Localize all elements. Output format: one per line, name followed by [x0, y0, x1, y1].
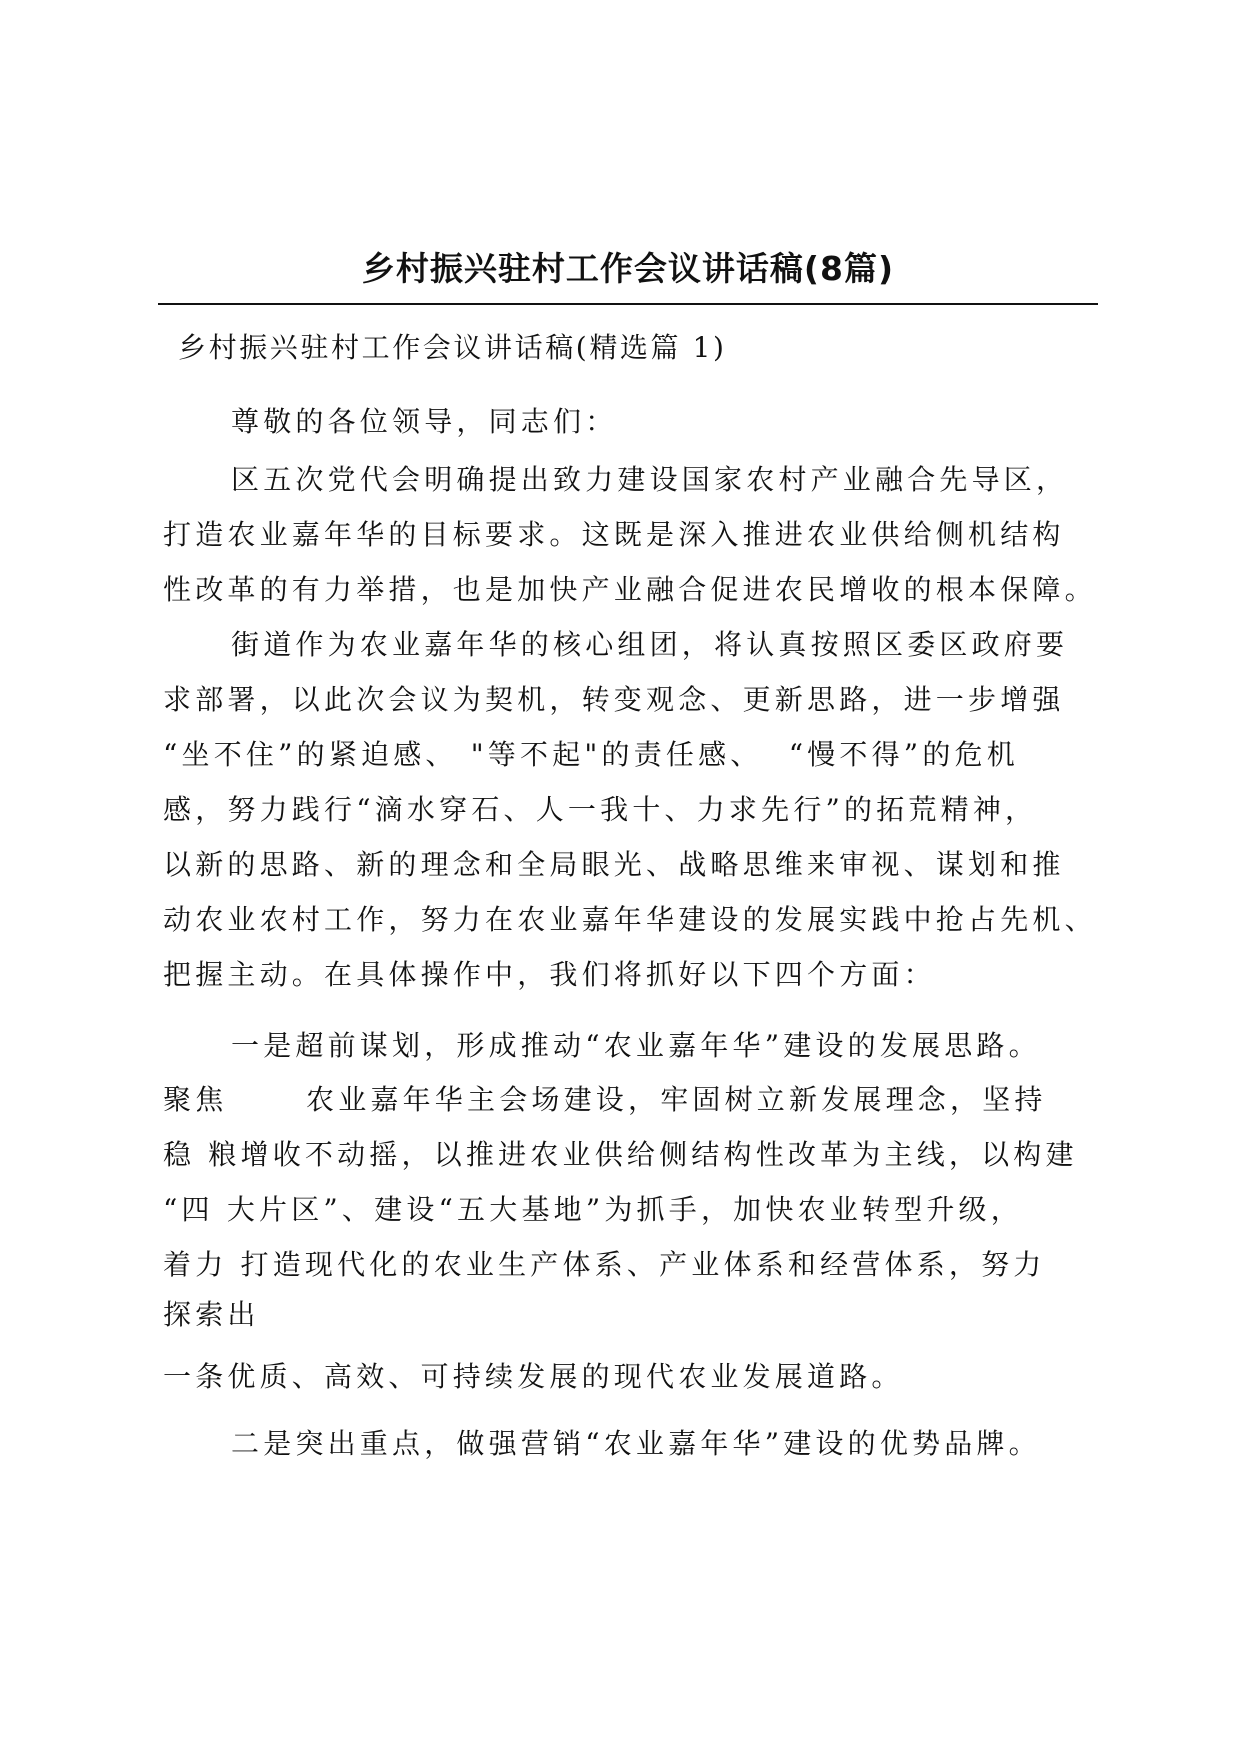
- paragraph-line: 一是超前谋划，形成推动“农业嘉年华”建设的发展思路。: [231, 1029, 1041, 1062]
- paragraph-line: 街道作为农业嘉年华的核心组团，将认真按照区委区政府要: [231, 628, 1069, 661]
- paragraph-line: 一条优质、高效、可持续发展的现代农业发展道路。: [163, 1360, 904, 1393]
- paragraph-line: 求部署，以此次会议为契机，转变观念、更新思路，进一步增强: [163, 683, 1065, 716]
- paragraph-line: “四 大片区”、建设“五大基地”为抓手，加快农业转型升级，: [163, 1193, 1023, 1226]
- paragraph-line: 探索出: [163, 1298, 260, 1331]
- paragraph-line: 区五次党代会明确提出致力建设国家农村产业融合先导区，: [231, 463, 1069, 496]
- paragraph-line: 性改革的有力举措，也是加快产业融合促进农民增收的根本保障。: [163, 573, 1097, 606]
- paragraph-line: “坐不住”的紧迫感、 "等不起"的责任感、 “慢不得”的危机: [163, 738, 1019, 771]
- section-subtitle: 乡村振兴驻村工作会议讲话稿(精选篇 1): [178, 331, 727, 364]
- paragraph-line: 以新的思路、新的理念和全局眼光、战略思维来审视、谋划和推: [163, 848, 1065, 881]
- paragraph-line: 聚焦 农业嘉年华主会场建设，牢固树立新发展理念，坚持: [163, 1083, 1047, 1116]
- title-underline: [158, 303, 1098, 305]
- paragraph-line: 动农业农村工作，努力在农业嘉年华建设的发展实践中抢占先机、: [163, 903, 1097, 936]
- paragraph-line: 二是突出重点，做强营销“农业嘉年华”建设的优势品牌。: [231, 1427, 1041, 1460]
- document-title: 乡村振兴驻村工作会议讲话稿(8篇): [361, 249, 895, 288]
- paragraph-line: 把握主动。在具体操作中，我们将抓好以下四个方面：: [163, 958, 936, 991]
- paragraph-line: 感，努力践行“滴水穿石、人一我十、力求先行”的拓荒精神，: [163, 793, 1038, 826]
- paragraph-line: 打造农业嘉年华的目标要求。这既是深入推进农业供给侧机结构: [163, 518, 1065, 551]
- paragraph-line: 稳 粮增收不动摇，以推进农业供给侧结构性改革为主线，以构建: [163, 1138, 1078, 1171]
- salutation-line: 尊敬的各位领导，同志们：: [231, 405, 618, 438]
- paragraph-line: 着力 打造现代化的农业生产体系、产业体系和经营体系，努力: [163, 1248, 1046, 1281]
